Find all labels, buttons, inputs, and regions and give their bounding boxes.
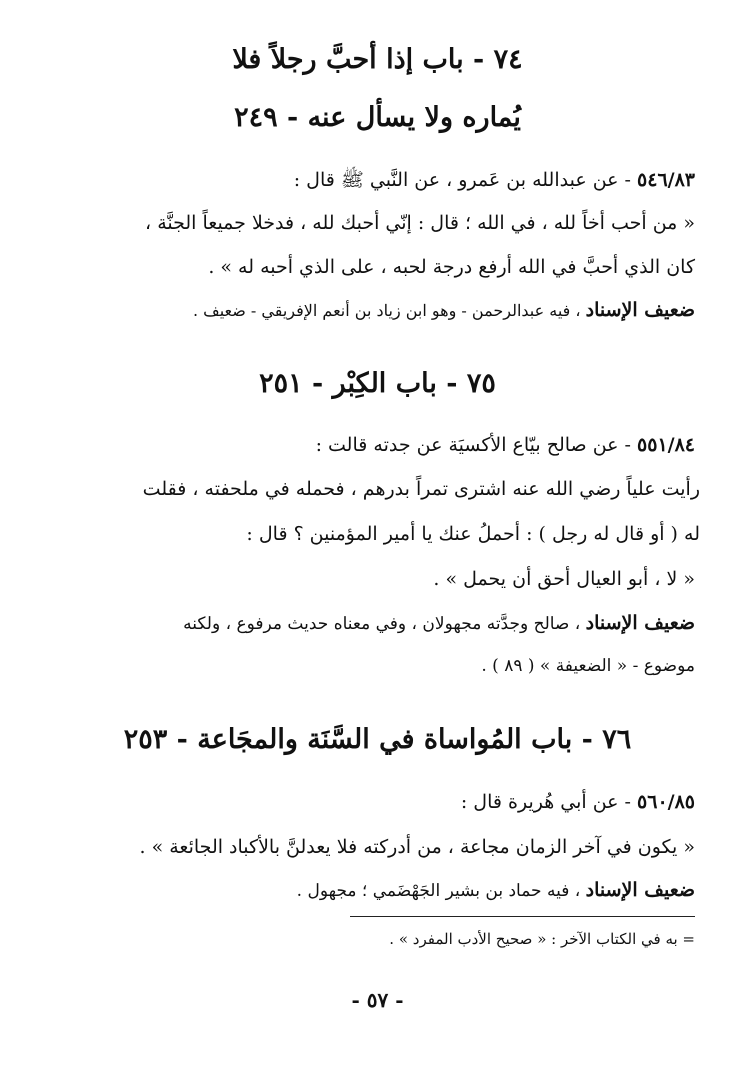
grade-label: ضعيف الإسناد (585, 299, 695, 321)
hadith-intro-text: - عن عبدالله بن عَمرو ، عن النَّبي ﷺ قال : (293, 169, 631, 191)
hadith-ref: ٥٥١/٨٤ (637, 434, 695, 456)
footnote-divider (350, 916, 695, 917)
hadith-83-text-line-1: « من أحب أخاً لله ، في الله ؛ قال : إنّي أحبك لله ، فدخلا جميعاً الجنَّة ، (145, 212, 695, 234)
hadith-ref: ٥٦٠/٨٥ (637, 791, 695, 813)
chapter-75-heading: ٧٥ - باب الكِبْر - ٢٥١ (259, 368, 496, 399)
hadith-85-grade (60, 879, 695, 901)
page-number: - ٥٧ - (351, 988, 404, 1012)
grade-text: ، صالح وجدَّته مجهولان ، وفي معناه حديث مرفوع ، ولكنه (183, 614, 581, 634)
hadith-intro-text: - عن أبي هُريرة قال : (460, 791, 631, 813)
hadith-84-intro (60, 434, 695, 456)
footnote: = به في الكتاب الآخر : « صحيح الأدب المفرد » . (389, 930, 695, 948)
grade-label: ضعيف الإسناد (585, 612, 695, 634)
hadith-85-text-line-1: « يكون في آخر الزمان مجاعة ، من أدركته فلا يعدلنَّ بالأكباد الجائعة » . (139, 836, 695, 858)
chapter-74-heading-line-1: ٧٤ - باب إذا أحبَّ رجلاً فلا (232, 44, 523, 75)
grade-text: ، فيه حماد بن بشير الجَهْضَمي ؛ مجهول . (296, 881, 581, 901)
hadith-84-text-line-1: رأيت علياً رضي الله عنه اشترى تمراً بدرهم ، فحمله في ملحفته ، فقلت (142, 478, 700, 500)
hadith-84-text-line-3: « لا ، أبو العيال أحق أن يحمل » . (433, 568, 695, 590)
chapter-74-heading-line-2: يُماره ولا يسأل عنه - ٢٤٩ (234, 102, 521, 133)
hadith-83-text-line-2: كان الذي أحبَّ في الله أرفع درجة لحبه ، على الذي أحبه له » . (208, 256, 695, 278)
hadith-85-intro (60, 791, 695, 813)
grade-text: ، فيه عبدالرحمن - وهو ابن زياد بن أنعم الإفريقي - ضعيف . (192, 301, 581, 320)
hadith-84-text-line-2: له ( أو قال له رجل ) : أحملُ عنك يا أمير المؤمنين ؟ قال : (246, 523, 700, 545)
hadith-84-grade-line-1 (60, 612, 695, 634)
hadith-intro-text: - عن صالح بيّاع الأكسيَة عن جدته قالت : (315, 434, 631, 456)
hadith-83-intro (60, 168, 695, 196)
grade-label: ضعيف الإسناد (585, 879, 695, 901)
hadith-ref: ٥٤٦/٨٣ (637, 169, 695, 191)
hadith-83-grade (60, 299, 695, 321)
chapter-76-heading: ٧٦ - باب المُواساة في السَّنَة والمجَاعة - ٢٥٣ (123, 724, 632, 755)
hadith-84-grade-line-2: موضوع - « الضعيفة » ( ٨٩ ) . (481, 656, 695, 676)
